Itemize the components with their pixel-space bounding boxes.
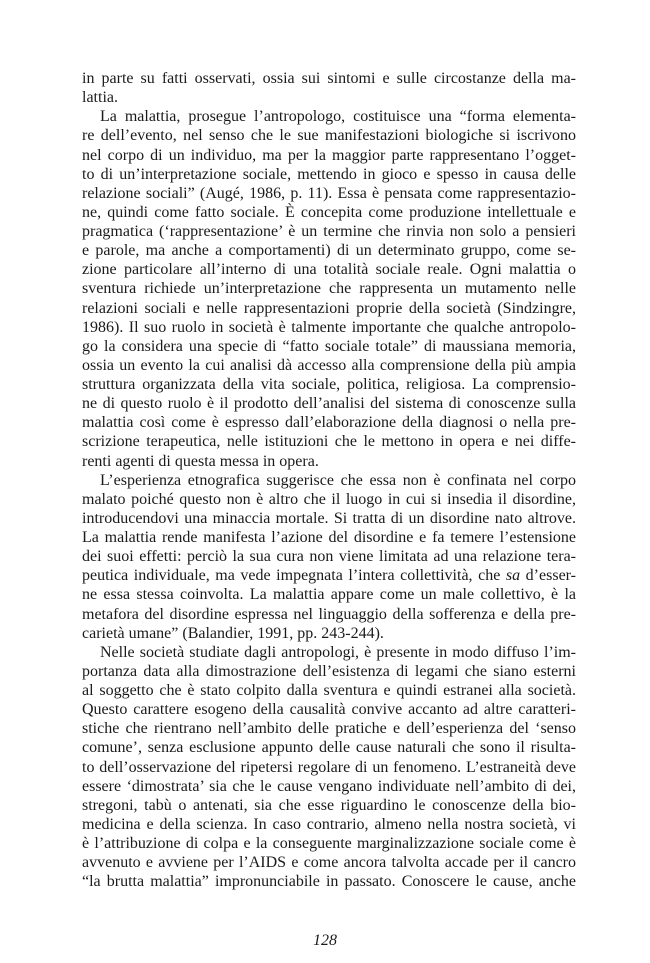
text-segment: peutica individuale, ma vede impegnata l’intera collettività, che — [82, 567, 506, 585]
text-line: 1986). Il suo ruolo in società è talmente importante che qualche antropolo- — [82, 318, 576, 336]
text-line: ne essa stessa coinvolta. La malattia appare come un male collettivo, è la — [82, 586, 576, 604]
text-line: to di un’interpretazione sociale, mettendo in gioco e spesso in causa delle — [82, 165, 576, 183]
text-line: re dell’evento, nel senso che le sue manifestazioni biologiche si iscrivono — [82, 127, 576, 145]
italic-word: sa — [505, 567, 521, 585]
text-line: ossia un evento la cui analisi dà accesso alla comprensione della più ampia — [82, 356, 576, 374]
text-line: struttura organizzata della vita sociale, politica, religiosa. La comprensio- — [82, 376, 576, 393]
text-line: stregoni, tabù o antenati, sia che esse riguardino le conoscenze della bio- — [82, 796, 576, 814]
text-line: metafora del disordine espressa nel linguaggio della sofferenza e della pre- — [82, 605, 576, 623]
text-line: go la considera una specie di “fatto sociale totale” di maussiana memoria, — [82, 337, 576, 355]
text-segment: d’esser- — [520, 567, 577, 585]
text-line: “la brutta malattia” impronunciabile in passato. Conoscere le cause, anche — [82, 873, 576, 891]
paragraph — [82, 471, 576, 643]
text-line: ne, quindi come fatto sociale. È concepita come produzione intellettuale e — [82, 203, 576, 221]
text-line: L’esperienza etnografica suggerisce che essa non è confinata nel corpo — [100, 471, 576, 489]
page-number: 128 — [313, 932, 337, 949]
text-line: essere ‘dimostrata’ sia che le cause vengano individuate nell’ambito di dei, — [82, 777, 576, 795]
text-line: La malattia rende manifesta l’azione del disordine e fa temere l’estensione — [82, 529, 576, 546]
text-line: La malattia, prosegue l’antropologo, costituisce una “forma elementa- — [100, 108, 576, 126]
text-line: comune’, senza esclusione appunto delle cause naturali che sono il risulta- — [82, 739, 576, 757]
text-line: scrizione terapeutica, nelle istituzioni che le mettono in opera e nei diffe- — [82, 433, 576, 451]
text-line — [82, 566, 576, 585]
body-text — [82, 69, 576, 891]
text-line: to dell’osservazione del ripetersi regolare di un fenomeno. L’estraneità deve — [82, 758, 576, 776]
text-line: portanza data alla dimostrazione dell’esistenza di legami che siano esterni — [82, 662, 576, 680]
text-line: relazioni sociali e nelle rappresentazioni proprie della società (Sindzingre, — [82, 299, 576, 317]
paragraph — [82, 107, 576, 470]
text-line: zione particolare all’interno di una totalità sociale reale. Ogni malattia o — [82, 261, 576, 279]
text-line: Nelle società studiate dagli antropologi, è presente in modo diffuso l’im- — [100, 643, 576, 661]
text-line: nel corpo di un individuo, ma per la maggior parte rappresentano l’ogget- — [82, 146, 576, 164]
text-line: introducendovi una minaccia mortale. Si tratta di un disordine nato altrove. — [82, 509, 576, 527]
text-line: in parte su fatti osservati, ossia sui sintomi e sulle circostanze della ma- — [82, 70, 576, 87]
text-line: malattia così come è espresso dall’elaborazione della diagnosi o nella pre- — [82, 414, 576, 432]
text-line: sventura richiede un’interpretazione che rappresenta un mutamento nelle — [82, 280, 576, 298]
paragraph — [82, 69, 576, 107]
text-line: renti agenti di questa messa in opera. — [82, 452, 319, 470]
text-line: dei suoi effetti: perciò la sua cura non viene limitata ad una relazione tera- — [82, 548, 576, 566]
text-line: è l’attribuzione di colpa e la conseguente marginalizzazione sociale come è — [82, 835, 576, 852]
text-line: lattia. — [82, 89, 118, 107]
text-line: stiche che rientrano nell’ambito delle pratiche e dell’esperienza del ‘senso — [82, 720, 576, 738]
text-line: ne di questo ruolo è il prodotto dell’analisi del sistema di conoscenze sulla — [82, 395, 576, 413]
text-line: Questo carattere esogeno della causalità convive accanto ad altre caratteri- — [82, 701, 576, 719]
text-line: al soggetto che è stato colpito dalla sventura e quindi estranei alla società. — [82, 682, 576, 699]
text-line: malato poiché questo non è altro che il luogo in cui si insedia il disordine, — [82, 490, 576, 508]
text-line: pragmatica (‘rappresentazione’ è un termine che rinvia non solo a pensieri — [82, 223, 576, 240]
paragraph — [82, 643, 576, 892]
text-line: avvenuto e avviene per l’AIDS e come ancora talvolta accade per il cancro — [82, 854, 576, 872]
text-line: relazione sociali” (Augé, 1986, p. 11). Essa è pensata come rappresentazio- — [82, 184, 576, 202]
text-line: medicina e della scienza. In caso contrario, almeno nella nostra società, vi — [82, 815, 576, 833]
text-line: carietà umane” (Balandier, 1991, pp. 243-244). — [82, 624, 384, 642]
text-line: e parole, ma anche a comportamenti) di un determinato gruppo, come se- — [82, 242, 576, 260]
